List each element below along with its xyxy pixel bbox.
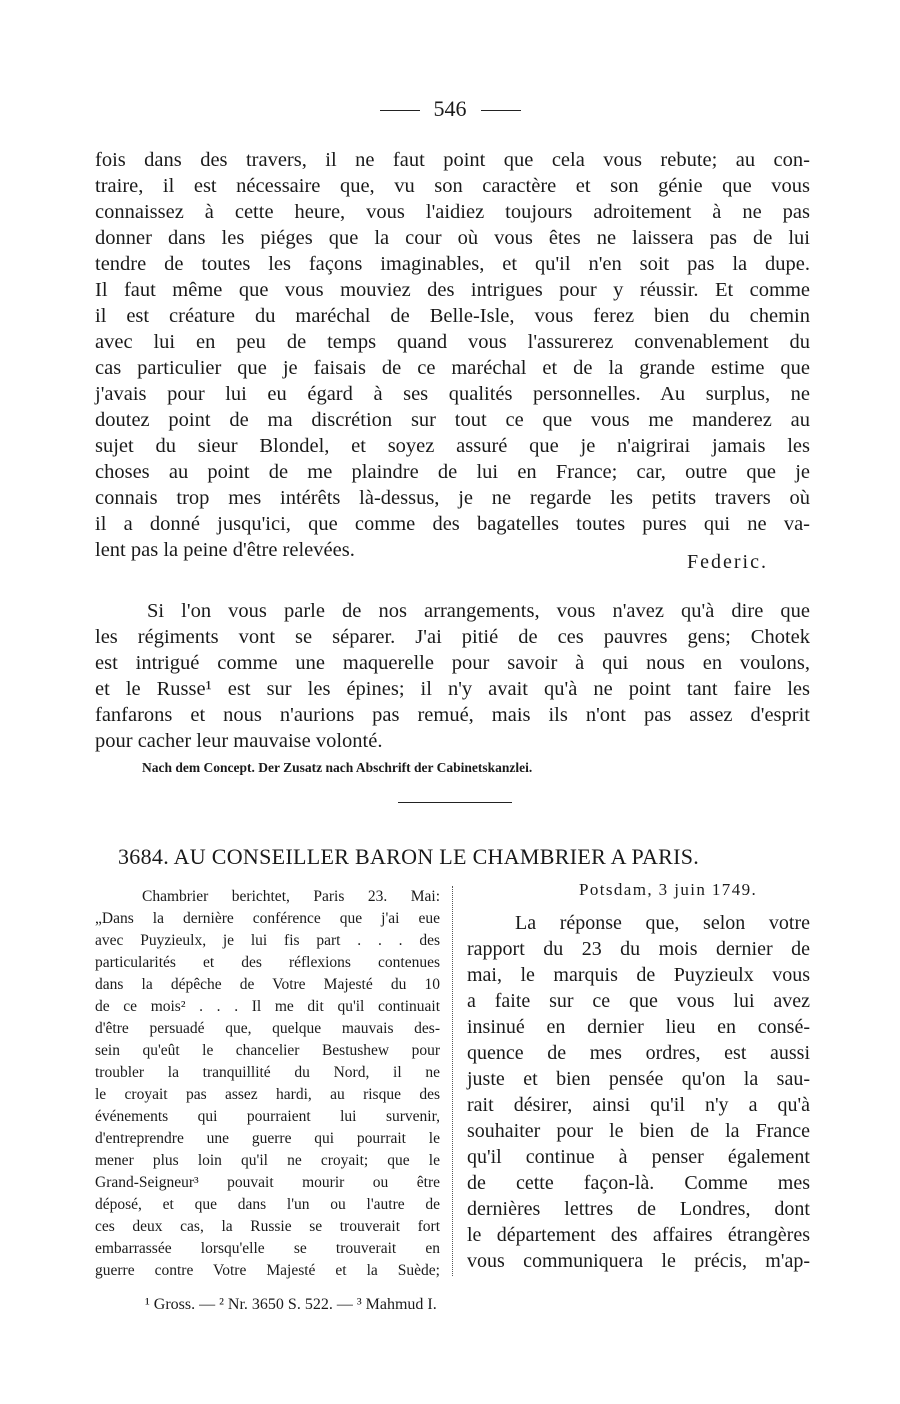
letter-line: il est créature du maréchal de Belle-Isle, vous ferez bien du chemin: [95, 305, 810, 327]
reply-line: dernières lettres de Londres, dont: [467, 1198, 810, 1220]
report-line: ces deux cas, la Russie se trouverait fort: [95, 1218, 440, 1235]
letter-line: traire, il est nécessaire que, vu son caractère et son génie que vous: [95, 175, 810, 197]
report-line: d'être persuadé que, quelque mauvais des-: [95, 1020, 440, 1037]
page-number-dash: [380, 110, 420, 111]
page-number: [0, 96, 900, 122]
report-line: mener plus loin qu'il ne croyait; que le: [95, 1152, 440, 1169]
report-line: Chambrier berichtet, Paris 23. Mai:: [142, 888, 440, 905]
reply-line: insinué en dernier lieu en consé-: [467, 1016, 810, 1038]
reply-line: juste et bien pensée qu'on la sau-: [467, 1068, 810, 1090]
postscript-line: et le Russe¹ est sur les épines; il n'y avait qu'à ne point tant faire les: [95, 678, 810, 700]
report-line: le croyait pas assez hardi, au risque des: [95, 1086, 440, 1103]
reply-line: rait désirer, ainsi qu'il n'y a qu'à: [467, 1094, 810, 1116]
letter-line: sujet du sieur Blondel, et soyez assuré que je n'aigrirai jamais les: [95, 435, 810, 457]
report-line: „Dans la dernière conférence que j'ai eue: [95, 910, 440, 927]
page-number-dash: [481, 110, 521, 111]
reply-line: La réponse que, selon votre: [515, 912, 810, 934]
postscript-line: Si l'on vous parle de nos arrangements, vous n'avez qu'à dire que: [147, 600, 810, 622]
reply-line: mai, le marquis de Puyzieulx vous: [467, 964, 810, 986]
source-note: Nach dem Concept. Der Zusatz nach Abschrift der Cabinetskanzlei.: [142, 760, 533, 775]
report-line: Grand-Seigneur³ pouvait mourir ou être: [95, 1174, 440, 1191]
letter-line: connaissez à cette heure, vous l'aidiez toujours adroitement à ne pas: [95, 201, 810, 223]
letter-line: doutez point de ma discrétion sur tout ce que vous me manderez au: [95, 409, 810, 431]
reply-line: rapport du 23 du mois dernier de: [467, 938, 810, 960]
report-line: particularités et des réflexions contenues: [95, 954, 440, 971]
report-line: embarrassée lorsqu'elle se trouverait en: [95, 1240, 440, 1257]
report-line: troubler la tranquillité du Nord, il ne: [95, 1064, 440, 1081]
reply-line: souhaiter pour le bien de la France: [467, 1120, 810, 1142]
page-number-text: 546: [433, 96, 467, 121]
postscript-line: fanfarons et nous n'aurions pas remué, mais ils n'ont pas assez d'esprit: [95, 704, 810, 726]
column-separator: [452, 886, 453, 1276]
report-line: sein qu'eût le chancelier Bestushew pour: [95, 1042, 440, 1059]
reply-line: a faite sur ce que vous lui avez: [467, 990, 810, 1012]
footnotes: ¹ Gross. — ² Nr. 3650 S. 522. — ³ Mahmud I.: [145, 1296, 437, 1313]
report-line: d'entreprendre une guerre qui pourrait le: [95, 1130, 440, 1147]
letter-line: fois dans des travers, il ne faut point que cela vous rebute; au con-: [95, 149, 810, 171]
letter-line: il a donné jusqu'ici, que comme des bagatelles toutes pures qui ne va-: [95, 513, 810, 535]
reply-line: de cette façon-là. Comme mes: [467, 1172, 810, 1194]
report-line: dans la dépêche de Votre Majesté du 10: [95, 976, 440, 993]
reply-line: le département des affaires étrangères: [467, 1224, 810, 1246]
date-line: Potsdam, 3 juin 1749.: [579, 880, 758, 899]
report-line: avec Puyzieulx, je lui fis part . . . des: [95, 932, 440, 949]
letter-line: avec lui en peu de temps quand vous l'assurerez convenablement du: [95, 331, 810, 353]
signature: Federic.: [687, 551, 768, 573]
letter-line: j'avais pour lui eu égard à ses qualités personnelles. Au surplus, ne: [95, 383, 810, 405]
letter-line: choses au point de me plaindre de lui en France; car, outre que je: [95, 461, 810, 483]
report-line: de ce mois² . . . Il me dit qu'il continuait: [95, 998, 440, 1015]
report-line: déposé, et que dans l'un ou l'autre de: [95, 1196, 440, 1213]
postscript-line: les régiments vont se séparer. J'ai pitié de ces pauvres gens; Chotek: [95, 626, 810, 648]
reply-line: qu'il continue à penser également: [467, 1146, 810, 1168]
reply-line: vous communiquera le précis, m'ap-: [467, 1250, 810, 1272]
letter-line: cas particulier que je faisais de ce maréchal et de la grande estime que: [95, 357, 810, 379]
document-heading: 3684. AU CONSEILLER BARON LE CHAMBRIER A PARIS.: [118, 844, 700, 869]
section-divider: [398, 802, 512, 803]
reply-line: quence de mes ordres, est aussi: [467, 1042, 810, 1064]
letter-line: donner dans les piéges que la cour où vous êtes ne laissera pas de lui: [95, 227, 810, 249]
letter-line: tendre de toutes les façons imaginables, et qu'il n'en soit pas la dupe.: [95, 253, 810, 275]
letter-line: connais trop mes intérêts là-dessus, je ne regarde les petits travers où: [95, 487, 810, 509]
postscript-line: est intrigué comme une maquerelle pour savoir à qui nous en voulons,: [95, 652, 810, 674]
letter-line: lent pas la peine d'être relevées.: [95, 539, 355, 561]
report-line: événements qui pourraient lui survenir,: [95, 1108, 440, 1125]
postscript-line: pour cacher leur mauvaise volonté.: [95, 730, 383, 752]
letter-line: Il faut même que vous mouviez des intrigues pour y réussir. Et comme: [95, 279, 810, 301]
report-line: guerre contre Votre Majesté et la Suède;: [95, 1262, 440, 1279]
